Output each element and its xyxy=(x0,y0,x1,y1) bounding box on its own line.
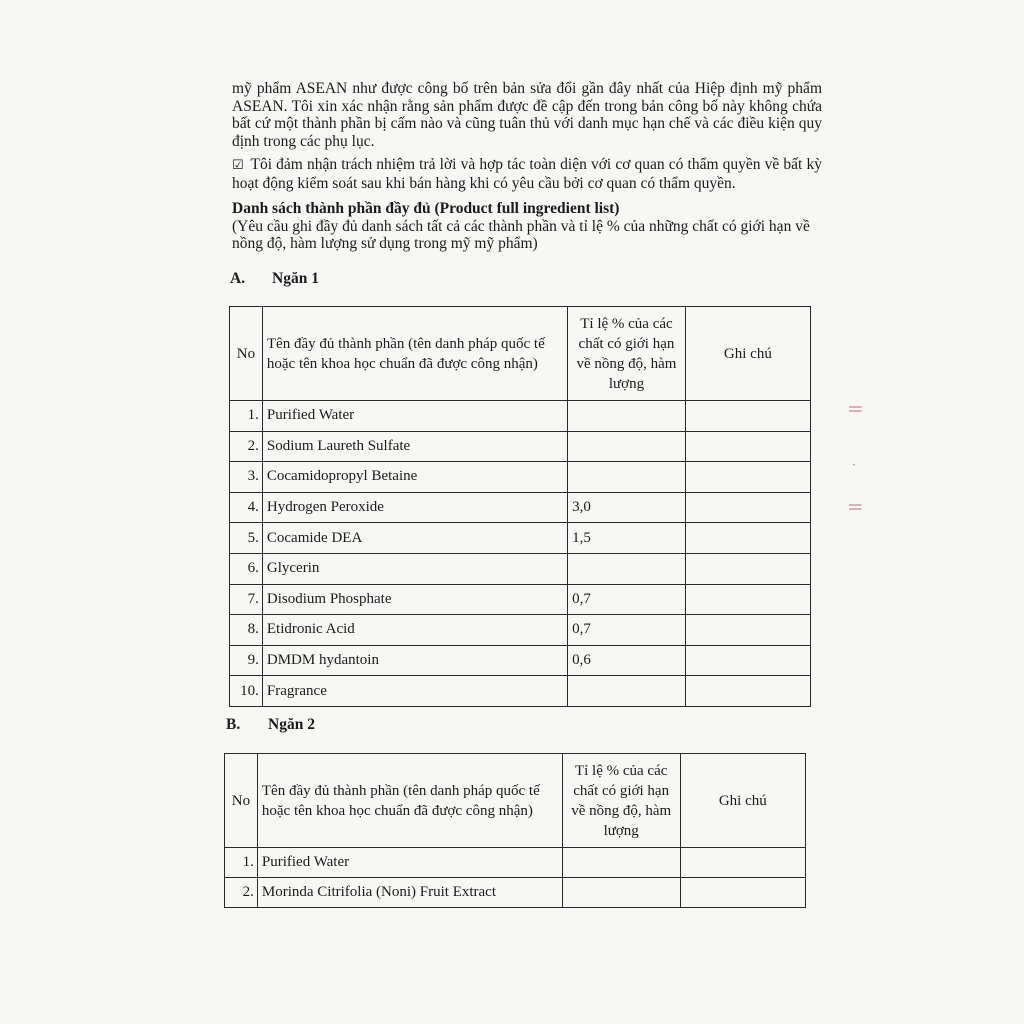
ingredient-percent: 3,0 xyxy=(568,492,686,523)
row-number: 1. xyxy=(225,848,258,878)
ingredient-percent: 1,5 xyxy=(568,523,686,554)
header-name: Tên đầy đủ thành phần (tên danh pháp quốc tế hoặc tên khoa học chuẩn đã được công nhận) xyxy=(262,307,567,401)
ingredient-name: Sodium Laureth Sulfate xyxy=(262,431,567,462)
ingredient-table-a xyxy=(229,306,811,707)
ingredient-note xyxy=(680,878,805,908)
row-number: 1. xyxy=(230,401,263,432)
section-a-letter: A. xyxy=(230,270,246,287)
ingredient-note xyxy=(685,645,810,676)
margin-stamp-mark: || xyxy=(849,502,864,512)
ingredient-note xyxy=(685,676,810,707)
ingredient-note xyxy=(685,584,810,615)
row-number: 10. xyxy=(230,676,263,707)
ingredient-note xyxy=(680,848,805,878)
table-row xyxy=(230,523,811,554)
section-b-title: Ngăn 2 xyxy=(268,716,315,733)
ingredient-percent xyxy=(568,553,686,584)
ingredient-percent xyxy=(562,878,680,908)
ingredient-name: DMDM hydantoin xyxy=(262,645,567,676)
ingredient-note xyxy=(685,462,810,493)
row-number: 8. xyxy=(230,615,263,646)
ingredient-note xyxy=(685,401,810,432)
section-b-letter: B. xyxy=(226,716,241,733)
ingredient-name: Purified Water xyxy=(262,401,567,432)
ingredient-percent xyxy=(568,431,686,462)
ingredient-percent: 0,6 xyxy=(568,645,686,676)
table-row xyxy=(230,553,811,584)
ingredient-note xyxy=(685,615,810,646)
ingredient-name: Purified Water xyxy=(257,848,562,878)
ingredient-note xyxy=(685,492,810,523)
ingredient-name: Fragrance xyxy=(262,676,567,707)
row-number: 7. xyxy=(230,584,263,615)
ingredient-list-instruction: (Yêu cầu ghi đầy đủ danh sách tất cả các thành phần và tỉ lệ % của những chất có giới hạn về nồng độ, hàm lượng sử dụng trong mỹ mỹ phẩm) xyxy=(232,217,810,252)
ingredient-name: Cocamide DEA xyxy=(262,523,567,554)
table-header-row xyxy=(225,754,806,848)
row-number: 2. xyxy=(225,878,258,908)
ingredient-table-b xyxy=(224,753,806,908)
ingredient-list-heading: Danh sách thành phần đầy đủ (Product full ingredient list) xyxy=(232,200,620,217)
ingredient-note xyxy=(685,553,810,584)
header-percent: Tỉ lệ % của các chất có giới hạn về nồng độ, hàm lượng xyxy=(562,754,680,848)
header-name: Tên đầy đủ thành phần (tên danh pháp quốc tế hoặc tên khoa học chuẩn đã được công nhận) xyxy=(257,754,562,848)
table-header-row xyxy=(230,307,811,401)
ingredient-percent xyxy=(568,401,686,432)
header-note: Ghi chú xyxy=(680,754,805,848)
ingredient-name: Cocamidopropyl Betaine xyxy=(262,462,567,493)
table-row xyxy=(225,878,806,908)
row-number: 2. xyxy=(230,431,263,462)
table-row xyxy=(230,676,811,707)
ingredient-percent: 0,7 xyxy=(568,584,686,615)
table-row xyxy=(230,401,811,432)
row-number: 6. xyxy=(230,553,263,584)
table-row xyxy=(230,615,811,646)
table-row xyxy=(230,492,811,523)
ingredient-name: Disodium Phosphate xyxy=(262,584,567,615)
section-b-label xyxy=(226,716,315,734)
table-row xyxy=(230,431,811,462)
ingredient-name: Etidronic Acid xyxy=(262,615,567,646)
ingredient-note xyxy=(685,523,810,554)
margin-stamp-mark: || xyxy=(849,404,864,414)
table-row xyxy=(230,462,811,493)
ingredient-list-heading-block xyxy=(232,200,822,253)
ingredient-percent xyxy=(562,848,680,878)
ingredient-percent xyxy=(568,676,686,707)
header-no: No xyxy=(230,307,263,401)
margin-stamp-mark: · xyxy=(852,458,856,472)
ingredient-note xyxy=(685,431,810,462)
row-number: 4. xyxy=(230,492,263,523)
row-number: 9. xyxy=(230,645,263,676)
table-row xyxy=(230,584,811,615)
ingredient-name: Hydrogen Peroxide xyxy=(262,492,567,523)
ingredient-percent: 0,7 xyxy=(568,615,686,646)
ingredient-name: Morinda Citrifolia (Noni) Fruit Extract xyxy=(257,878,562,908)
section-a-title: Ngăn 1 xyxy=(272,270,319,287)
header-note: Ghi chú xyxy=(685,307,810,401)
row-number: 5. xyxy=(230,523,263,554)
header-no: No xyxy=(225,754,258,848)
section-a-label xyxy=(230,270,319,288)
checked-box-icon: ☑ xyxy=(232,158,244,173)
commitment-paragraph-block xyxy=(232,156,822,192)
table-row xyxy=(225,848,806,878)
table-row xyxy=(230,645,811,676)
ingredient-percent xyxy=(568,462,686,493)
header-percent: Tỉ lệ % của các chất có giới hạn về nồng độ, hàm lượng xyxy=(568,307,686,401)
row-number: 3. xyxy=(230,462,263,493)
ingredient-name: Glycerin xyxy=(262,553,567,584)
intro-paragraph: mỹ phẩm ASEAN như được công bố trên bản sửa đổi gần đây nhất của Hiệp định mỹ phẩm ASEAN. Tôi xin xác nhận rằng sản phẩm được đề cập đến trong bản công bố này không chứa bất cứ một thành phần bị cấm nào và cũng tuân thủ với danh mục hạn chế và các điều kiện quy định trong các phụ lục. xyxy=(232,80,822,150)
commitment-paragraph: Tôi đảm nhận trách nhiệm trả lời và hợp tác toàn diện với cơ quan có thẩm quyền về bất kỳ hoạt động kiểm soát sau khi bán hàng khi có yêu cầu bởi cơ quan có thẩm quyền. xyxy=(232,156,822,192)
